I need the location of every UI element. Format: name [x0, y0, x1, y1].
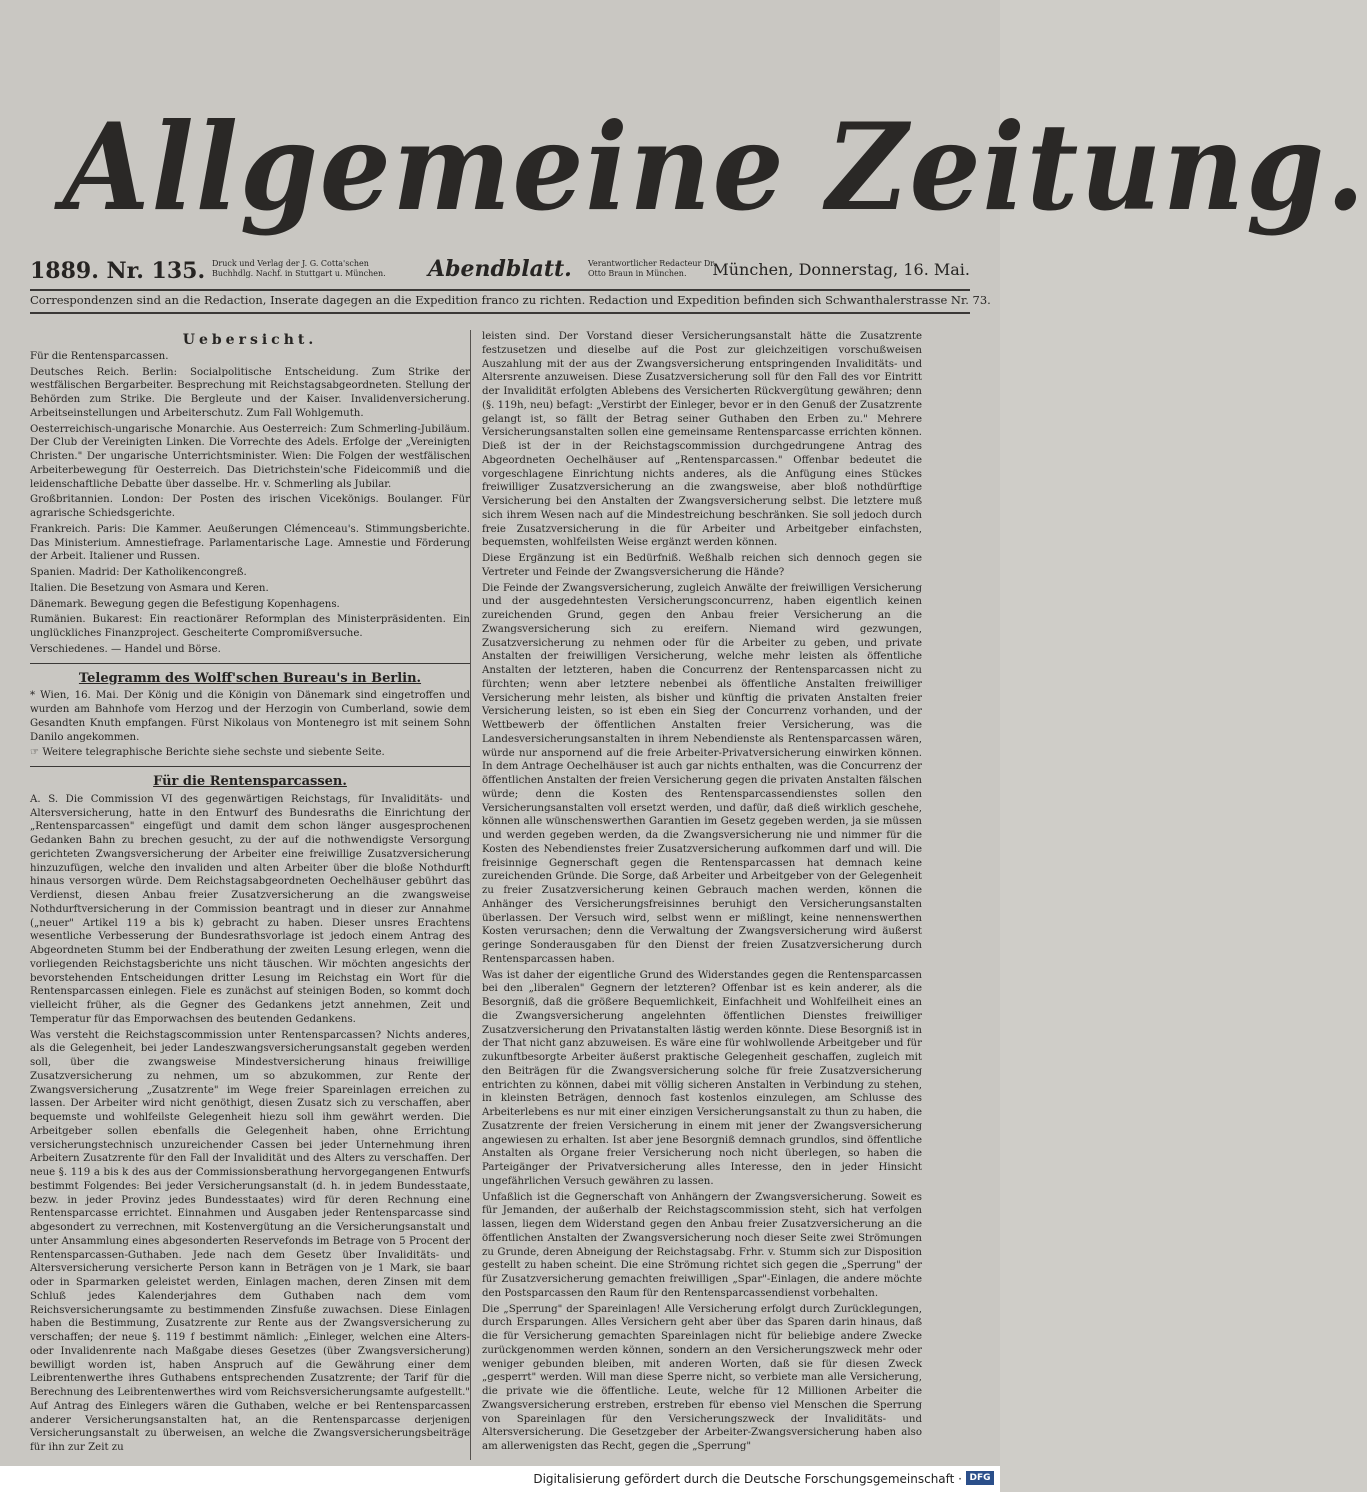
section-divider — [30, 663, 470, 664]
footer-bar — [0, 1466, 1000, 1492]
correspondence-notice: Correspondenzen sind an die Redaction, Inserate dagegen an die Expedition franco zu richten. Redaction und Expedition befinden sich Schwanthalerstrasse Nr. 73. — [30, 293, 991, 307]
column-divider — [470, 330, 471, 1460]
telegram-text: * Wien, 16. Mai. Der König und die Königin von Dänemark sind eingetroffen und wurden am Bahnhofe vom Herzog und der Herzogin von Cumberland, sowie dem Gesandten Knuth empfangen. Fürst Nikolaus von Montenegro ist mit seinem Sohn Danilo angekommen. — [30, 690, 470, 743]
rule-bottom — [30, 312, 970, 314]
overview-item: Italien. Die Besetzung von Asmara und Keren. — [30, 582, 269, 594]
overview-list — [30, 350, 470, 657]
left-column — [30, 330, 470, 1457]
funding-credit: Digitalisierung gefördert durch die Deutsche Forschungsgemeinschaft · — [533, 1472, 962, 1486]
article-paragraph: Unfaßlich ist die Gegnerschaft von Anhängern der Zwangsversicherung. Soweit es für Jemanden, der außerhalb der Reichstagscommission steht, sich hat verfolgen lassen, liegen dem Widerstand gegen den Anbau freier Zusatzversicherung an die öffentlichen Anstalten der Zwangsversicherung noch dieser Seite zwei Strömungen zu Grunde, deren Abneigung der Reichstagsabg. Frhr. v. Stumm sich zur Disposition gestellt zu haben scheint. Die eine Strömung richtet sich gegen die „Sperrung" der für Zusatzversicherung gemachten freiwilligen „Spar"-Einlagen, die andere möchte den Postsparcassen den Raum für den Rentensparcassendienst vorbehalten. — [482, 1191, 922, 1299]
masthead-title: Allgemeine Zeitung. — [62, 97, 1367, 238]
rule-top — [30, 289, 970, 291]
overview-item: Für die Rentensparcassen. — [30, 350, 169, 362]
overview-item: Großbritannien. London: Der Posten des irischen Vicekönigs. Boulanger. Für agrarische Schiedsgerichte. — [30, 494, 470, 519]
overview-item: Rumänien. Bukarest: Ein reactionärer Reformplan des Ministerpräsidenten. Ein unglückliches Finanzproject. Gescheiterte Compromißversuche. — [30, 614, 470, 639]
dateline — [30, 258, 970, 288]
article-paragraph: A. S. Die Commission VI des gegenwärtigen Reichstags, für Invaliditäts- und Altersversicherung, hatte in den Entwurf des Bundesraths die Einrichtung der „Rentensparcassen" eingefügt und damit dem schon länger ausgesprochenen Gedanken Bahn zu brechen gesucht, zu der auf die nothwendigste Versorgung gerichteten Zwangsversicherung der Arbeiter eine freiwillige Zusatzversicherung hinzuzufügen, welche den invaliden und alten Arbeiter über die bloße Nothdurft hinaus versorgen würde. Dem Reichstagsabgeordneten Oechelhäuser gebührt das Verdienst, diesen Anbau freier Zusatzversicherung an die zwangsweise Nothdurftversicherung in der Commission beantragt und in dieser zur Annahme („neuer" Artikel 119 a bis k) gebracht zu haben. Dieser unsres Erachtens wesentliche Verbesserung der Bundesrathsvorlage ist jedoch einem Antrag des Abgeordneten Stumm bei der Endberathung der zweiten Lesung erlegen, wenn die vorliegenden Reichstagsberichte uns nicht täuschen. Wir möchten angesichts der bevorstehenden Entscheidungen dritter Lesung im Reichstag ein Wort für die Rentensparcassen einlegen. Fiele es zunächst auf steinigen Boden, so kommt doch vielleicht früher, als die Gegner des Gedankens jetzt annehmen, Zeit und Temperatur für das Emporwachsen des beutenden Gedankens. — [30, 793, 470, 1025]
place-date: München, Donnerstag, 16. Mai. — [712, 260, 970, 279]
edition-label: Abendblatt. — [428, 256, 572, 282]
article-paragraph: Was versteht die Reichstagscommission unter Rentensparcassen? Nichts anderes, als die Gelegenheit, bei jeder Landeszwangsversicherungsanstalt gegeben werden soll, über die zwangsweise Mindestversicherung hinaus freiwillige Zusatzversicherung zu nehmen, um so abzukommen, zur Rente der Zwangsversicherung „Zusatzrente" im Wege freier Spareinlagen erreichen zu lassen. Der Arbeiter wird nicht genöthigt, diesen Zusatz sich zu verschaffen, aber bequemste und wohlfeilste Gelegenheit hiezu soll ihm gewährt werden. Die Arbeitgeber sollen ebenfalls die Gelegenheit haben, ohne Errichtung versicherungstechnisch unzureichender Cassen bei jeder Unternehmung ihren Arbeitern Zusatzrente für den Fall der Invalidität und des Alters zu verschaffen. Der neue §. 119 a bis k des aus der Commissionsberathung hervorgegangenen Entwurfs bestimmt Folgendes: Bei jeder Versicherungsanstalt (d. h. in jedem Bundesstaate, bezw. in jeder Provinz jedes Bundesstaates) wird für deren Rechnung eine Rentensparcasse errichtet. Einnahmen und Ausgaben jeder Rentensparcasse sind abgesondert zu verrechnen, mit Kostenvergütung an die Versicherungsanstalt und unter Ansammlung eines abgesonderten Reservefonds im Betrage von 5 Procent der Rentensparcassen-Guthaben. Jede nach dem Gesetz über Invaliditäts- und Altersversicherung versicherte Person kann in Beträgen von je 1 Mark, sie baar oder in Sparmarken geleistet werden, Einlagen machen, deren Zinsen mit dem Schluß jedes Kalenderjahres dem Guthaben nach dem vom Reichsversicherungsamte zu bestimmenden Zinsfuße zuwachsen. Diese Einlagen haben die Bestimmung, Zusatzrente zur Rente aus der Zwangsversicherung zu verschaffen; der neue §. 119 f bestimmt nämlich: „Einleger, welchen eine Alters- oder Invalidenrente nach Maßgabe dieses Gesetzes (über Zwangsversicherung) bewilligt worden ist, haben Anspruch auf die Gewährung einer dem Leibrentenwerthe ihres Guthabens entsprechenden Zusatzrente; der Tarif für die Berechnung des Leibrentenwerthes wird vom Reichsversicherungsamte aufgestellt." Auf Antrag des Einlegers wären die Guthaben, welche er bei Rentensparcassen anderer Versicherungsanstalten hat, an die Rentensparcasse derjenigen Versicherungsanstalt zu überweisen, an welche die Zwangsversicherungsbeiträge für ihn zur Zeit zu — [30, 1029, 470, 1453]
article-paragraph: Die „Sperrung" der Spareinlagen! Alle Versicherung erfolgt durch Zurücklegungen, durch Ersparungen. Alles Versichern geht aber über das Sparen darin hinaus, daß die für Versicherung gemachten Spareinlagen nicht für beliebige andere Zwecke zurückgenommen werden können, sondern an den Versicherungszweck mehr oder weniger gebunden bleiben, mit anderen Worten, daß sie für diesen Zweck „gesperrt" werden. Will man diese Sperre nicht, so verbiete man alle Versicherung, die private wie die öffentliche. Leute, welche für 12 Millionen Arbeiter die Zwangsversicherung erstreben, erstreben für ebenso viel Menschen die Sperrung von Spareinlagen für den Versicherungszweck der Invaliditäts- und Altersversicherung. Die Gesetzgeber der Arbeiter-Zwangsversicherung haben also am allerwenigsten das Recht, gegen die „Sperrung" — [482, 1303, 922, 1452]
editor-note: Verantwortlicher Redacteur Dr. Otto Braun in München. — [588, 259, 716, 278]
publisher-note: Druck und Verlag der J. G. Cotta'schen Buchhdlg. Nachf. in Stuttgart u. München. — [212, 259, 386, 278]
article-paragraph: leisten sind. Der Vorstand dieser Versicherungsanstalt hätte die Zusatzrente festzusetzen und dieselbe auf die Post zur gleichzeitigen vorschußweisen Auszahlung mit der aus der Zwangsversicherung entspringenden Invaliditäts- und Altersrente anzuweisen. Diese Zusatzversicherung soll für den Fall des vor Eintritt der Invalidität erfolgten Ablebens des Versicherten Rückvergütung gewähren; denn (§. 119h, neu) befagt: „Verstirbt der Einleger, bevor er in den Genuß der Zusatzrente gelangt ist, so fällt der Betrag seiner Guthaben den Erben zu." Mehrere Versicherungsanstalten sollen eine gemeinsame Rentensparcasse errichten können. Dieß ist der in der Reichstagscommission durchgedrungene Antrag des Abgeordneten Oechelhäuser auf „Rentensparcassen." Offenbar bedeutet die vorgeschlagene Einrichtung nichts anderes, als die Anfügung eines Stückes freiwilliger Zusatzversicherung an die zwangsweise, aber bloß nothdürftige Versicherung bei den Anstalten der Zwangsversicherung selbst. Die letztere muß sich ihrem Wesen nach auf die Mindestreichung beschränken. Sie soll jedoch durch freie Zusatzversicherung in die für Arbeiter und Arbeitgeber einfachsten, bequemsten, wohlfeilsten Weise ergänzt werden können. — [482, 331, 922, 549]
right-column — [482, 330, 922, 1456]
article-paragraph: Diese Ergänzung ist ein Bedürfniß. Weßhalb reichen sich dennoch gegen sie Vertreter und Feinde der Zwangsversicherung die Hände? — [482, 553, 922, 578]
article-paragraph: Was ist daher der eigentliche Grund des Widerstandes gegen die Rentensparcassen bei den „liberalen" Gegnern der letzteren? Offenbar ist es kein anderer, als die Besorgniß, daß die größere Bequemlichkeit, Einfachheit und Wohlfeilheit eines an die Zwangsversicherung angelehnten öffentlichen Dienstes freiwilliger Zusatzversicherung den Privatanstalten lästig werden könnte. Diese Besorgniß ist in der That nicht ganz abzuweisen. Es wäre eine für wohlwollende Arbeitgeber und für zukunftbesorgte Arbeiter äußerst praktische Gelegenheit geschaffen, zugleich mit den Beiträgen für die Zwangsversicherung solche für freie Zusatzversicherung entrichten zu können, dabei mit völlig sicheren Anstalten in Verbindung zu stehen, in kleinsten Beträgen, dennoch fast kostenlos einzulegen, am Schlusse des Arbeiterlebens es nur mit einer einzigen Versicherungsanstalt zu thun zu haben, die Zusatzrente der freien Versicherung in einem mit jener der Zwangsversicherung angewiesen zu erhalten. Ist aber jene Besorgniß demnach grundlos, sind öffentliche Anstalten als Organe freier Versicherung noch nicht überlegen, so haben die Parteigänger der Privatversicherung alles Interesse, den in jeder Hinsicht ungefährlichen Versuch gewähren zu lassen. — [482, 969, 922, 1187]
overview-item: Spanien. Madrid: Der Katholikencongreß. — [30, 567, 247, 578]
dfg-logo: DFG — [966, 1471, 994, 1485]
telegram-note: ☞ Weitere telegraphische Berichte siehe sechste und siebente Seite. — [30, 747, 385, 759]
year-issue-number: 1889. Nr. 135. — [30, 258, 206, 284]
overview-item: Verschiedenes. — Handel und Börse. — [30, 643, 221, 655]
overview-item: Frankreich. Paris: Die Kammer. Aeußerungen Clémenceau's. Stimmungsberichte. Das Ministerium. Amnestiefrage. Parlamentarische Lage. Amnestie und Förderung der Arbeit. Italiener und Russen. — [30, 523, 470, 563]
overview-item: Oesterreichisch-ungarische Monarchie. Aus Oesterreich: Zum Schmerling-Jubiläum. Der Club der Vereinigten Linken. Die Vorrechte des Adels. Erfolge der „Vereinigten Christen." Der ungarische Unterrichtsminister. Wien: Die Folgen der westfälischen Arbeiterbewegung für Oesterreich. Das Dietrichstein'sche Fideicommiß und die leidenschaftliche Debatte über dasselbe. Hr. v. Schmerling als Jubilar. — [30, 423, 470, 490]
telegram-title: Telegramm des Wolff'schen Bureau's in Berlin. — [78, 670, 422, 686]
section-divider — [30, 766, 470, 767]
article-paragraph: Die Feinde der Zwangsversicherung, zugleich Anwälte der freiwilligen Versicherung und der ausgedehntesten Versicherungsconcurrenz, haben eigentlich keinen zureichenden Grund, gegen den Anbau freier Versicherung an die Zwangsversicherung sich zu ereifern. Niemand wird gezwungen, Zusatzversicherung zu nehmen oder für die Arbeiter zu geben, und private Anstalten der freiwilligen Versicherung, welche mehr leisten als öffentliche Anstalten der letzteren, haben die Concurrenz der Rentensparcassen nicht zu fürchten; wenn aber letztere nebenbei als öffentliche Anstalten freiwilliger Versicherung mehr leisten, als bisher und künftig die privaten Anstalten freier Versicherung leisten, so ist eben ein Sieg der Concurrenz vorhanden, und der Wettbewerb der öffentlichen Anstalten freier Versicherung, was die Landesversicherungsanstalten in ihrem Nebendienste als Rentensparcassen wären, würde nur anspornend auf die freie Arbeiter-Privatversicherung einwirken können. In dem Antrage Oechelhäuser ist auch gar nichts enthalten, was die Concurrenz der öffentlichen Anstalten der freien Versicherung gegen die privaten Anstalten fälschen würde; denn die Kosten des Rentensparcassendienstes sollen den Versicherungsanstalten voll ersetzt werden, und dafür, daß dieß wirklich geschehe, können alle wünschenswerthen Garantien im Gesetz gegeben werden, ja sie müssen und werden gegeben werden, da die Zwangsversicherung nie und nimmer für die Kosten des Nebendienstes freier Zusatzversicherung aufkommen darf und will. Die freisinnige Gegnerschaft gegen die Rentensparcassen hat demnach keine zureichenden Gründe. Die Sorge, daß Arbeiter und Arbeitgeber von der Gelegenheit zu freier Zusatzversicherung keinen Gebrauch machen werden, können die Anhänger des Versicherungsfreisinnes beruhigt den Versicherungsanstalten überlassen. Der Versuch wird, selbst wenn er mißlingt, keine nennenswerthen Kosten verursachen; denn die Verwaltung der Zwangsversicherung wird äußerst geringe Sonderausgaben für den Dienst der freien Zusatzversicherung durch Rentensparcassen haben. — [482, 582, 922, 965]
overview-title: Uebersicht. — [182, 332, 318, 348]
overview-item: Dänemark. Bewegung gegen die Befestigung Kopenhagens. — [30, 598, 340, 610]
article-title: Für die Rentensparcassen. — [153, 774, 347, 789]
overview-item: Deutsches Reich. Berlin: Socialpolitische Entscheidung. Zum Strike der westfälischen Bergarbeiter. Besprechung mit Reichstagsabgeordneten. Stellung der Behörden zum Strike. Die Bergleute und der Kaiser. Invalidenversicherung. Arbeitseinstellungen und Arbeiterschutz. Zum Fall Wohlgemuth. — [30, 366, 470, 419]
